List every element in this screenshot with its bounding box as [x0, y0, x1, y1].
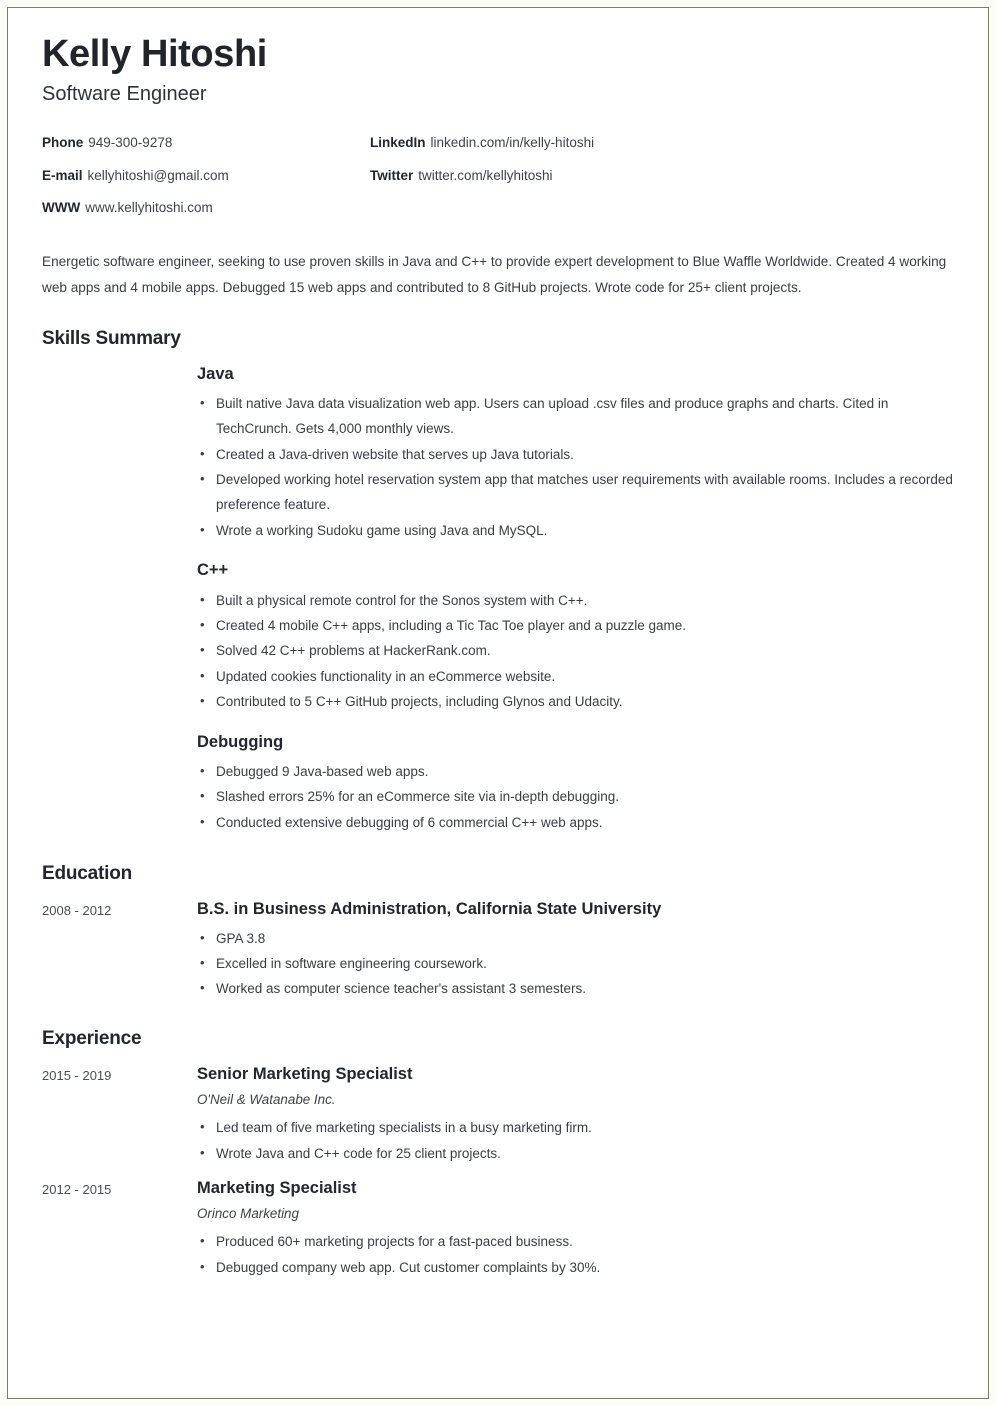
list-item: • Created 4 mobile C++ apps, including a Tic Tac Toe player and a puzzle game. [197, 613, 955, 638]
list-item: • Excelled in software engineering coursework. [197, 951, 955, 976]
list-item: • Debugged 9 Java-based web apps. [197, 759, 955, 784]
list-item: • Debugged company web app. Cut customer complaints by 30%. [197, 1255, 955, 1280]
skill-group-java [197, 364, 955, 544]
contact-twitter-label: Twitter [370, 167, 414, 183]
candidate-name: Kelly Hitoshi [42, 33, 267, 75]
education-dates: 2008 - 2012 [42, 903, 112, 919]
list-item: • Built a physical remote control for the Sonos system with C++. [197, 588, 955, 613]
list-item: • Led team of five marketing specialists in a busy marketing firm. [197, 1115, 955, 1140]
skill-bullet-list [197, 391, 955, 543]
section-education [42, 863, 955, 1002]
experience-entry [42, 1178, 955, 1280]
section-experience [42, 1028, 955, 1281]
skill-bullet-list [197, 759, 955, 835]
list-item: • Built native Java data visualization web app. Users can upload .csv files and produce graphs and charts. Cited in TechCrunch. Gets 4,000 monthly views. [197, 391, 955, 442]
candidate-job-title: Software Engineer [42, 82, 207, 105]
contact-twitter-value[interactable]: twitter.com/kellyhitoshi [418, 167, 553, 183]
list-item: • Solved 42 C++ problems at HackerRank.com. [197, 638, 955, 663]
section-skills-summary [42, 328, 955, 844]
spacer [42, 1012, 955, 1028]
list-item: • Produced 60+ marketing projects for a fast-paced business. [197, 1229, 955, 1254]
skills-row [42, 364, 955, 844]
list-item: • Worked as computer science teacher's assistant 3 semesters. [197, 976, 955, 1001]
list-item: • Updated cookies functionality in an eCommerce website. [197, 664, 955, 689]
list-item: • Created a Java-driven website that serves up Java tutorials. [197, 442, 955, 467]
contact-twitter [370, 169, 955, 184]
contact-website [42, 201, 370, 216]
contact-phone-label: Phone [42, 134, 84, 150]
experience-job-title: Marketing Specialist [197, 1178, 357, 1197]
resume-sheet [8, 8, 988, 1398]
list-item: • Contributed to 5 C++ GitHub projects, including Glynos and Udacity. [197, 689, 955, 714]
contact-linkedin [370, 136, 955, 151]
experience-company: O'Neil & Watanabe Inc. [197, 1092, 336, 1108]
spacer [42, 847, 955, 863]
experience-dates: 2012 - 2015 [42, 1181, 112, 1197]
contact-email [42, 169, 370, 184]
experience-body [197, 1178, 955, 1280]
contact-phone-value: 949-300-9278 [88, 134, 173, 150]
experience-job-title: Senior Marketing Specialist [197, 1064, 413, 1083]
skill-group-title: Debugging [197, 732, 284, 751]
experience-company: Orinco Marketing [197, 1206, 299, 1222]
skills-body [197, 364, 955, 844]
skills-date-spacer [42, 364, 197, 368]
education-body [197, 899, 955, 1002]
skill-group-title: C++ [197, 561, 229, 580]
list-item: • Wrote a working Sudoku game using Java and MySQL. [197, 518, 955, 543]
list-item: • Wrote Java and C++ code for 25 client projects. [197, 1141, 955, 1166]
contact-linkedin-label: LinkedIn [370, 134, 426, 150]
section-heading-education: Education [42, 863, 133, 885]
contact-details [42, 136, 955, 217]
list-item: • GPA 3.8 [197, 926, 955, 951]
section-heading-skills: Skills Summary [42, 327, 181, 349]
skill-bullet-list [197, 588, 955, 715]
contact-email-value[interactable]: kellyhitoshi@gmail.com [87, 167, 229, 183]
section-heading-experience: Experience [42, 1027, 142, 1049]
skill-group-cpp [197, 560, 955, 714]
contact-email-label: E-mail [42, 167, 83, 183]
list-item: • Conducted extensive debugging of 6 commercial C++ web apps. [197, 810, 955, 835]
list-item: • Slashed errors 25% for an eCommerce site via in-depth debugging. [197, 784, 955, 809]
education-bullet-list [197, 926, 955, 1002]
education-entry [42, 899, 955, 1002]
contact-website-value[interactable]: www.kellyhitoshi.com [85, 200, 213, 216]
experience-body [197, 1064, 955, 1166]
experience-entry [42, 1064, 955, 1166]
experience-bullet-list [197, 1115, 955, 1166]
contact-linkedin-value[interactable]: linkedin.com/in/kelly-hitoshi [430, 134, 595, 150]
experience-bullet-list [197, 1229, 955, 1280]
contact-phone [42, 136, 370, 151]
list-item: • Developed working hotel reservation system app that matches user requirements with available rooms. Includes a recorded preference feature. [197, 467, 955, 518]
professional-summary: Energetic software engineer, seeking to use proven skills in Java and C++ to provide expert development to Blue Waffle Worldwide. Created 4 working web apps and 4 mobile apps. Debugged 15 web apps and contributed to 8 GitHub projects. Wrote code for 25+ client projects. [42, 254, 947, 296]
skill-group-title: Java [197, 364, 234, 383]
education-degree-title: B.S. in Business Administration, California State University [197, 900, 662, 919]
contact-website-label: WWW [42, 200, 81, 216]
skill-group-debugging [197, 732, 955, 836]
experience-dates: 2015 - 2019 [42, 1067, 112, 1083]
